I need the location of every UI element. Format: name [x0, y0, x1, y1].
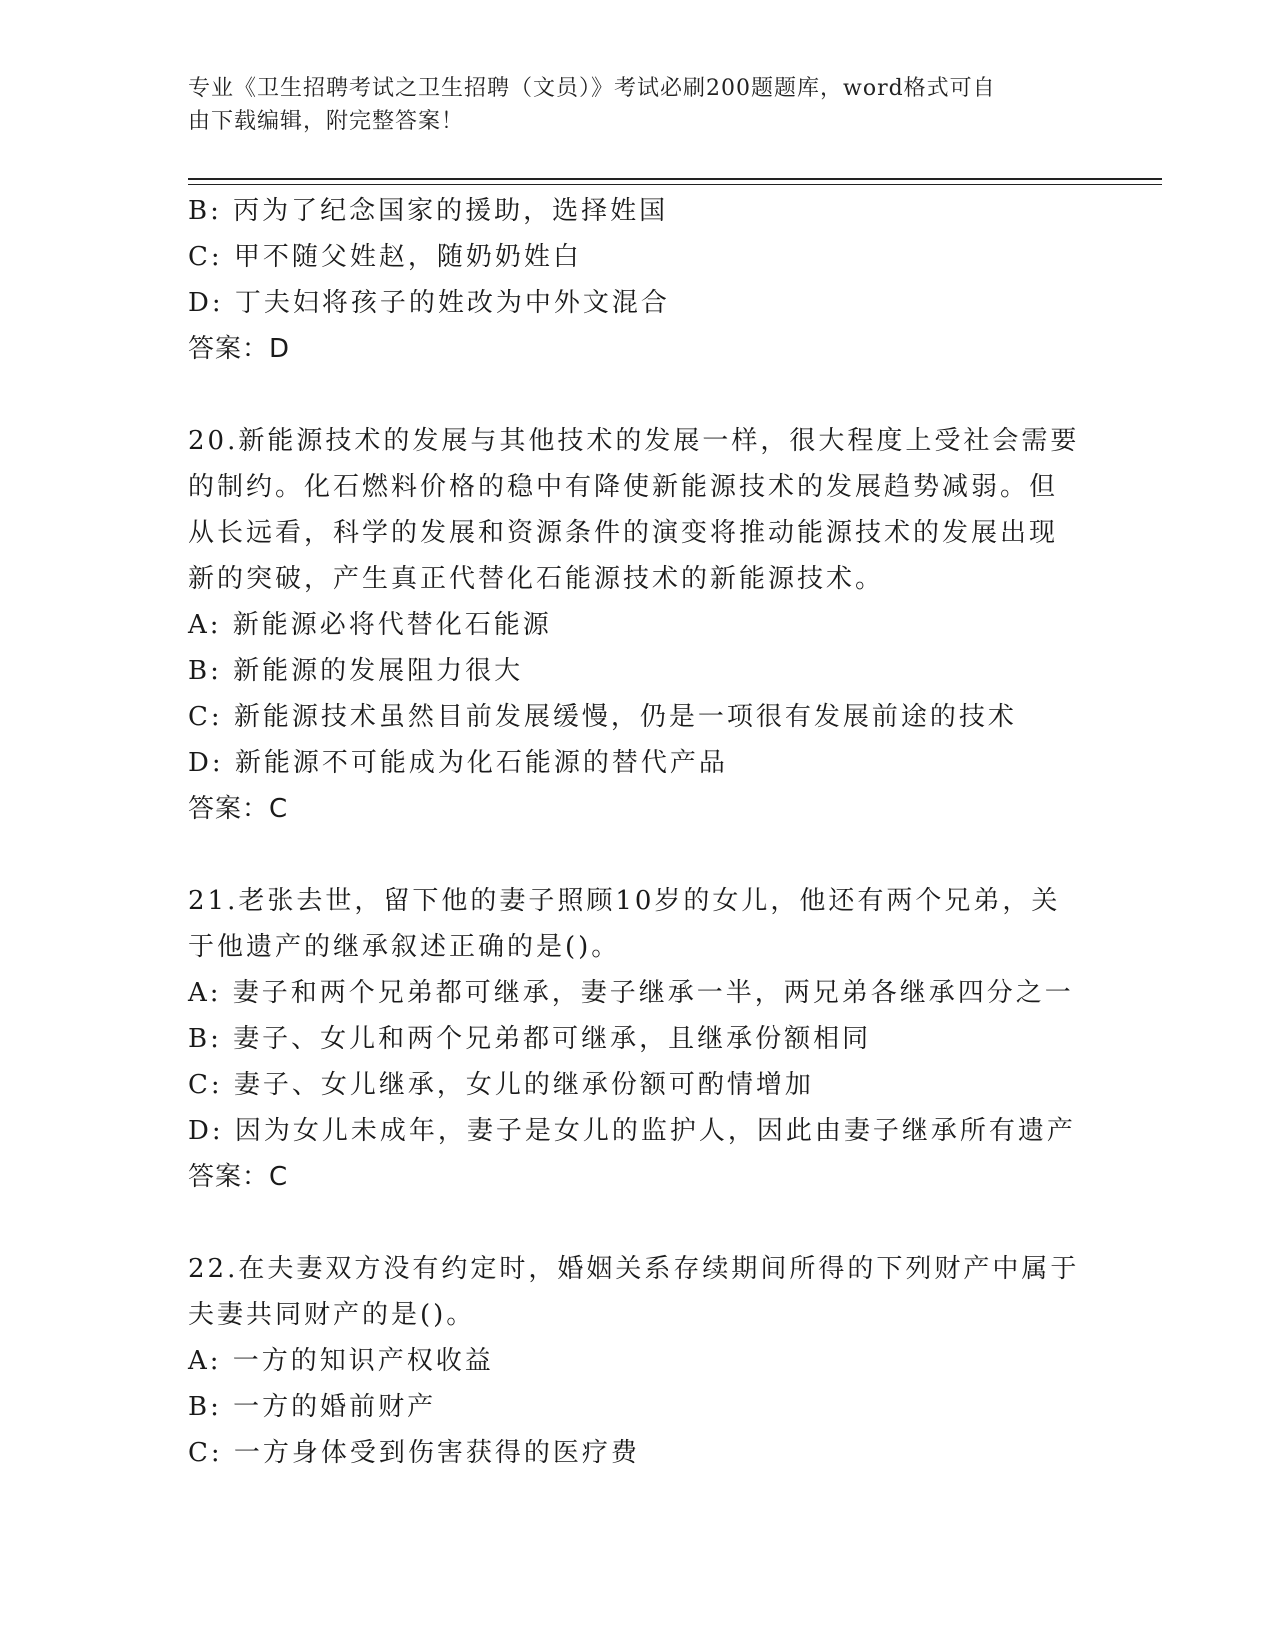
header-line-1: 专业《卫生招聘考试之卫生招聘（文员）》考试必刷200题题库，word格式可自 [188, 76, 996, 101]
option-line: B: 妻子、女儿和两个兄弟都可继承，且继承份额相同 [188, 1024, 872, 1054]
spacer [188, 832, 1088, 878]
option-line: B: 一方的婚前财产 [188, 1392, 437, 1422]
option-line: D: 新能源不可能成为化石能源的替代产品 [188, 748, 728, 778]
question-stem-line: 21.老张去世，留下他的妻子照顾10岁的女儿，他还有两个兄弟，关 [188, 886, 1061, 916]
question-stem-line: 22.在夫妻双方没有约定时，婚姻关系存续期间所得的下列财产中属于 [188, 1254, 1080, 1284]
question-21 [188, 878, 1088, 1200]
header-divider-thin [188, 184, 1162, 185]
question-22 [188, 1246, 1088, 1476]
option-line: B: 新能源的发展阻力很大 [188, 656, 524, 686]
option-line: A: 新能源必将代替化石能源 [188, 610, 552, 640]
option-line: A: 妻子和两个兄弟都可继承，妻子继承一半，两兄弟各继承四分之一 [188, 978, 1074, 1008]
option-line: C: 一方身体受到伤害获得的医疗费 [188, 1438, 640, 1468]
header-divider-thick [188, 178, 1162, 180]
document-header [188, 72, 1078, 138]
option-line: D: 因为女儿未成年，妻子是女儿的监护人，因此由妻子继承所有遗产 [188, 1116, 1076, 1146]
answer-line: 答案：C [188, 1162, 289, 1192]
option-line: B: 丙为了纪念国家的援助，选择姓国 [188, 196, 669, 226]
question-stem-line: 夫妻共同财产的是()。 [188, 1300, 476, 1330]
spacer [188, 372, 1088, 418]
option-line: C: 新能源技术虽然目前发展缓慢，仍是一项很有发展前途的技术 [188, 702, 1017, 732]
spacer [188, 1200, 1088, 1246]
question-stem-line: 从长远看，科学的发展和资源条件的演变将推动能源技术的发展出现 [188, 518, 1059, 548]
option-line: C: 甲不随父姓赵，随奶奶姓白 [188, 242, 582, 272]
option-line: D: 丁夫妇将孩子的姓改为中外文混合 [188, 288, 670, 318]
answer-line: 答案：C [188, 794, 289, 824]
question-content [188, 188, 1088, 1476]
answer-line: 答案：D [188, 334, 291, 364]
carryover-block [188, 188, 1088, 372]
option-line: C: 妻子、女儿继承，女儿的继承份额可酌情增加 [188, 1070, 814, 1100]
option-line: A: 一方的知识产权收益 [188, 1346, 494, 1376]
question-stem-line: 20.新能源技术的发展与其他技术的发展一样，很大程度上受社会需要 [188, 426, 1080, 456]
question-stem-line: 的制约。化石燃料价格的稳中有降使新能源技术的发展趋势减弱。但 [188, 472, 1059, 502]
question-stem-line: 于他遗产的继承叙述正确的是()。 [188, 932, 621, 962]
header-line-2: 由下载编辑，附完整答案！ [188, 109, 465, 134]
question-stem-line: 新的突破，产生真正代替化石能源技术的新能源技术。 [188, 564, 885, 594]
question-20 [188, 418, 1088, 832]
